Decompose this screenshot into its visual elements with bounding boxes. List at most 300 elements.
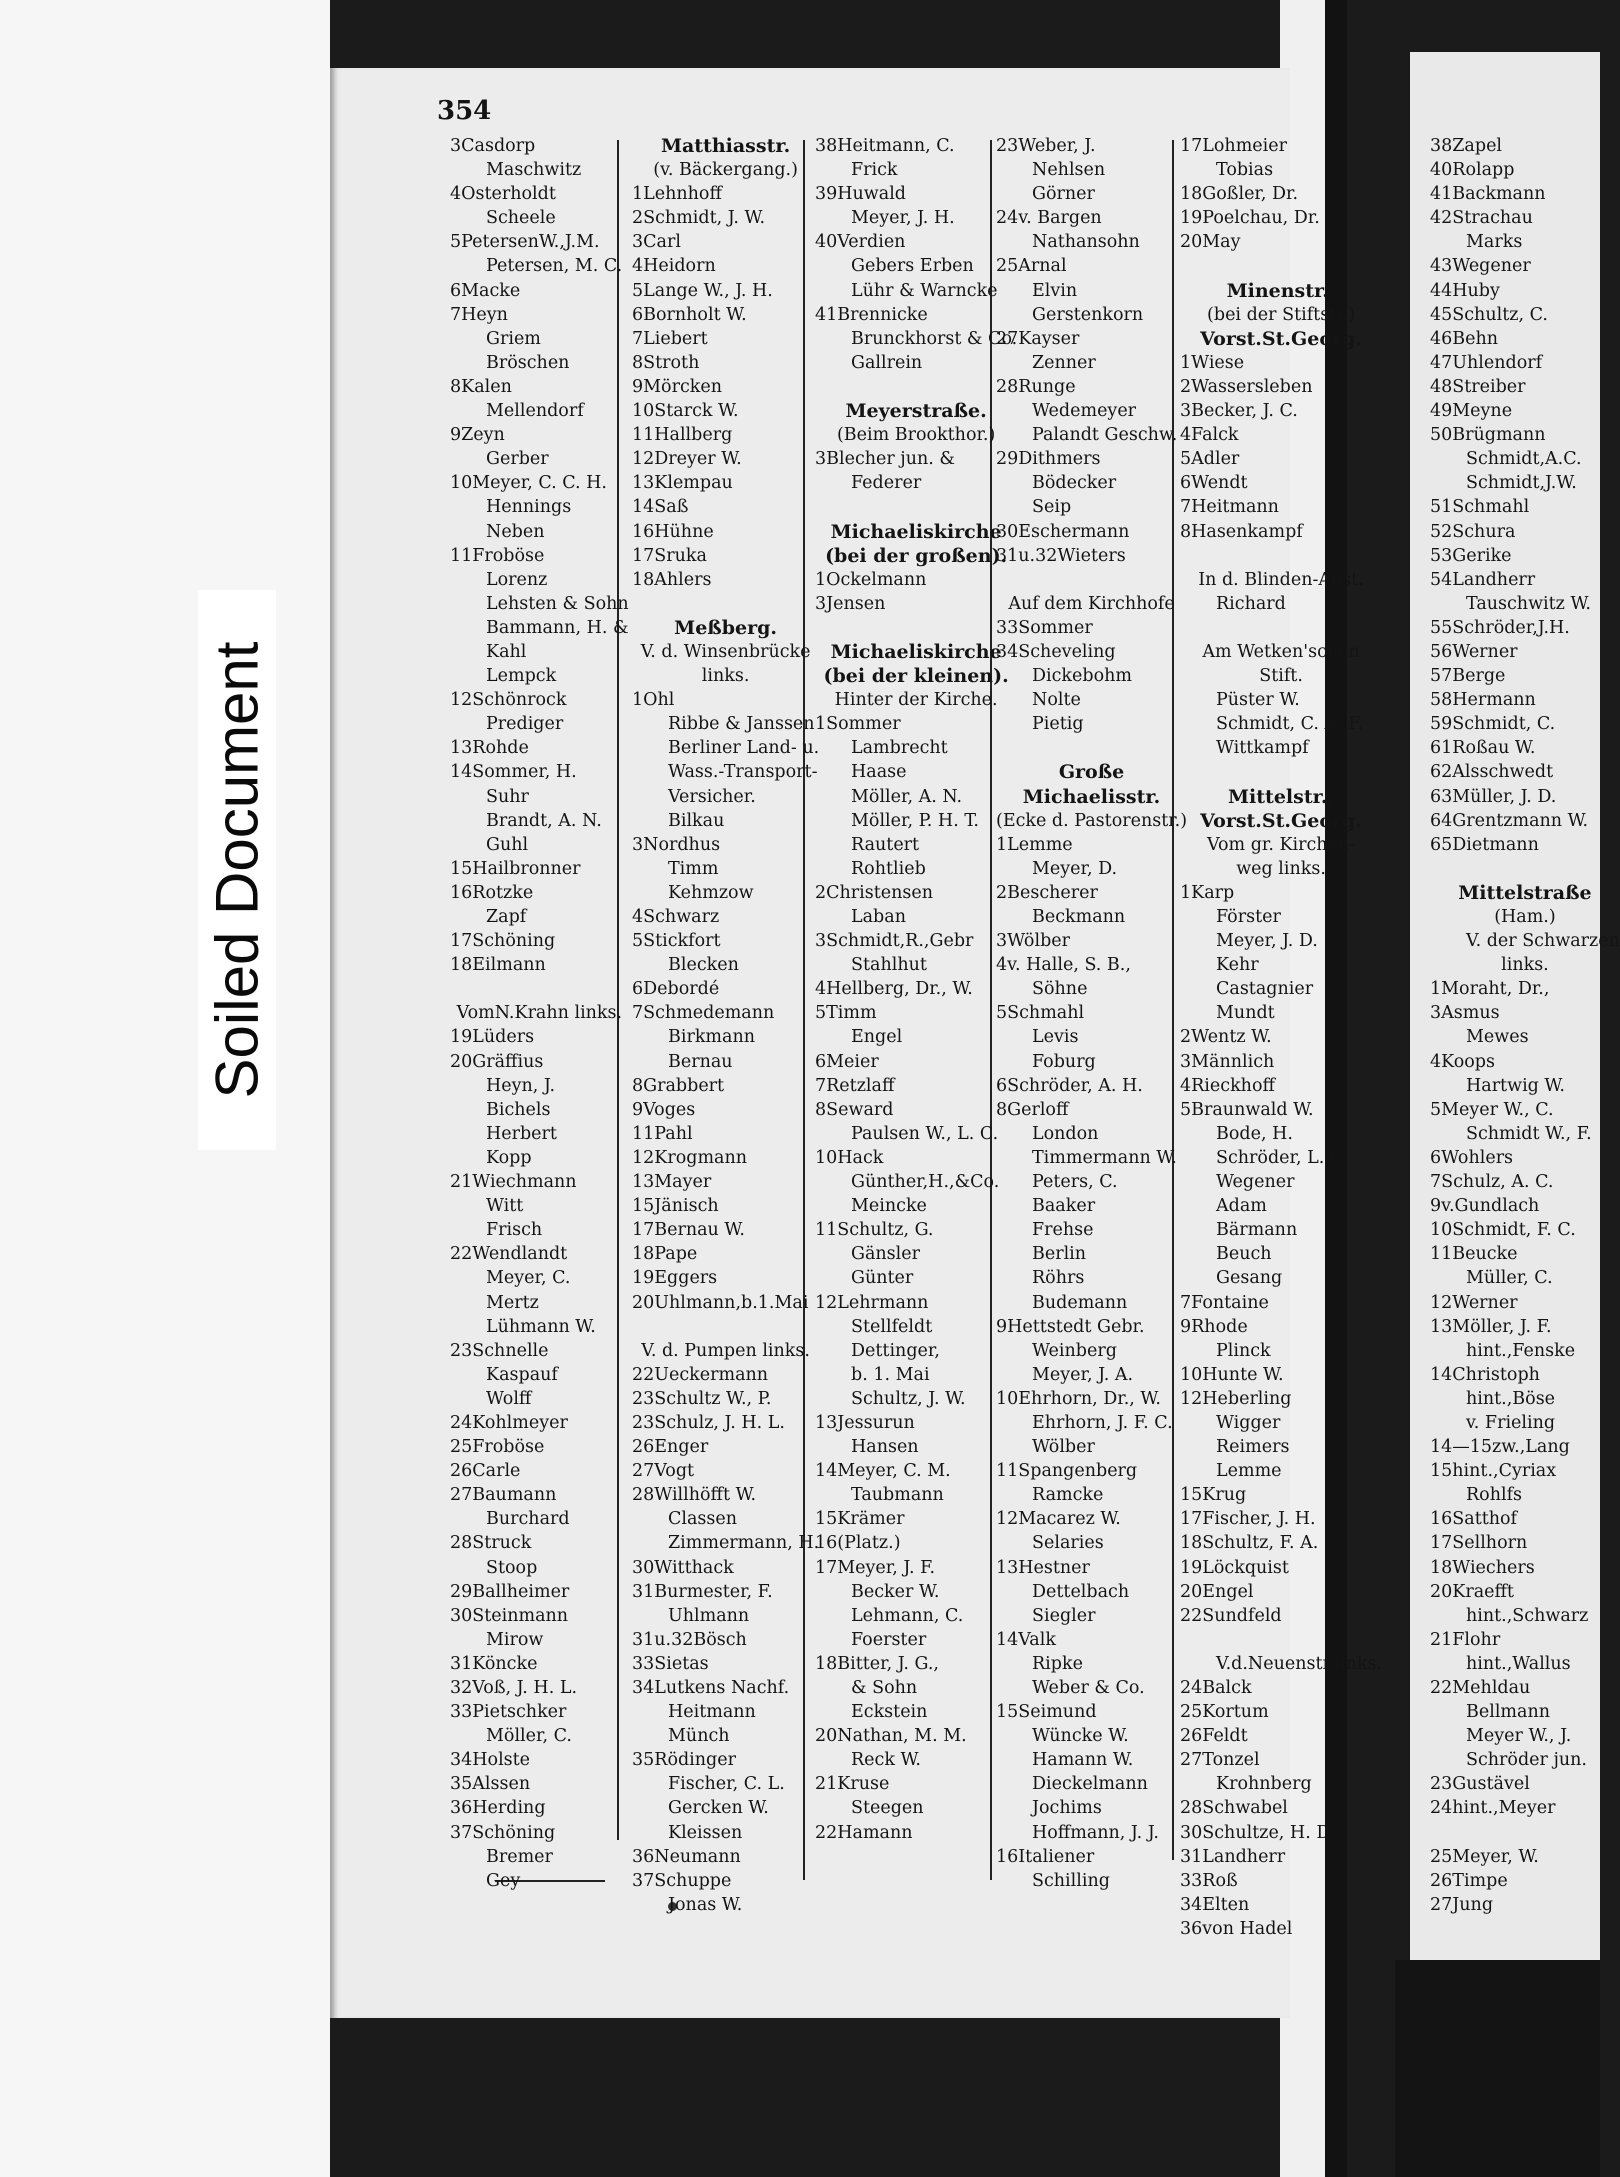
directory-entry: 22Wendlandt [450, 1244, 568, 1265]
directory-entry: Meßberg. [674, 616, 778, 639]
directory-entry: 13Hestner [996, 1557, 1090, 1578]
directory-entry: 42Strachau [1430, 208, 1533, 229]
scan-dark-band [1395, 1960, 1600, 2177]
directory-entry: Möller, A. N. [851, 786, 963, 807]
directory-entry: Hoffmann, J. J. [1032, 1822, 1159, 1843]
directory-entry: Plinck [1216, 1340, 1271, 1361]
directory-entry: hint.,Schwarz [1466, 1605, 1589, 1626]
directory-entry: 26Enger [632, 1437, 709, 1458]
directory-entry: Matthiasstr. [660, 135, 791, 157]
directory-entry: 33Roß [1180, 1870, 1238, 1891]
directory-entry: 38Heitmann, C. [815, 136, 955, 156]
directory-entry: 32Voß, J. H. L. [450, 1678, 578, 1698]
directory-entry [450, 977, 629, 1001]
directory-entry: Baaker [1032, 1196, 1096, 1217]
directory-entry: 18Bitter, J. G., [815, 1653, 939, 1674]
directory-entry: Haase [851, 762, 907, 783]
directory-entry: Minenstr., [1226, 279, 1336, 302]
directory-entry: 9v.Gundlach [1430, 1196, 1540, 1217]
directory-entry: 11Froböse [450, 545, 545, 566]
directory-entry: 14Sommer, H. [450, 762, 577, 783]
directory-entry: Vorst.St.Georg. [1200, 327, 1362, 350]
directory-entry: Stoop [486, 1557, 538, 1578]
directory-entry: 56Werner [1430, 641, 1518, 662]
directory-entry: Nehlsen [1032, 160, 1106, 181]
directory-entry: Görner [1032, 184, 1095, 205]
directory-entry: 3Jensen [815, 593, 886, 614]
directory-entry: 58Hermann [1430, 690, 1536, 711]
directory-entry: Püster W. [1216, 690, 1300, 711]
directory-entry: Meyer, D. [1032, 858, 1118, 879]
directory-entry: London [1032, 1123, 1099, 1144]
directory-entry: Zapf [486, 907, 527, 927]
directory-entry: 5Stickfort [632, 931, 721, 952]
directory-entry: Tobias [1216, 160, 1274, 181]
directory-entry: 4Heidorn [632, 256, 716, 277]
directory-entry: 3Asmus [1430, 1003, 1500, 1024]
directory-entry: Budemann [1032, 1292, 1128, 1313]
directory-entry: 4Hellberg, Dr., W. [815, 979, 973, 1000]
directory-entry: Schmidt W., F. [1466, 1123, 1592, 1144]
directory-entry: Elvin [1032, 280, 1078, 301]
directory-entry: 50Brügmann [1430, 425, 1546, 446]
directory-entry: Versicher. [668, 786, 756, 807]
directory-entry [815, 616, 1017, 640]
directory-entry: 28Runge [996, 376, 1076, 397]
directory-entry: Kehmzow [668, 882, 754, 903]
directory-entry: 12Lehrmann [815, 1292, 929, 1313]
directory-entry: Timmermann W. [1032, 1147, 1177, 1168]
directory-entry: Beckmann [1032, 907, 1126, 927]
directory-entry [1430, 1821, 1620, 1845]
directory-entry: Wittkampf [1216, 738, 1309, 759]
directory-entry: Möller, P. H. T. [851, 810, 979, 831]
directory-entry: 26Feldt [1180, 1726, 1248, 1747]
directory-entry: 65Dietmann [1430, 834, 1539, 855]
directory-entry: 14Valk [996, 1629, 1056, 1650]
directory-entry: 16(Platz.) [815, 1533, 901, 1554]
directory-entry: 1Lemme [996, 834, 1073, 855]
directory-entry: Kleissen [668, 1822, 743, 1843]
directory-entry: Bellmann [1466, 1702, 1550, 1723]
directory-entry: Schröder, L. C. [1216, 1147, 1349, 1168]
directory-entry: Große [1058, 761, 1125, 784]
directory-entry: Fischer, C. L. [668, 1774, 785, 1795]
directory-entry: v. Frieling [1466, 1412, 1556, 1433]
directory-entry: (Beim Brookthor.) [836, 425, 996, 446]
directory-entry: Nathansohn [1032, 232, 1140, 253]
directory-entry: 1Karp [1180, 882, 1235, 903]
directory-entry: 3Carl [632, 232, 681, 253]
directory-entry: Maschwitz [486, 160, 582, 181]
directory-entry: Gebers Erben [851, 256, 974, 277]
directory-entry: Mittelstr., [1228, 785, 1335, 808]
directory-entry [1180, 760, 1382, 784]
directory-entry: Vorst.St.Georg. [1200, 809, 1362, 832]
directory-entry: Zimmermann, H. [668, 1533, 820, 1554]
directory-entry: 39Huwald [815, 184, 907, 205]
directory-entry [1180, 544, 1382, 568]
directory-entry: Heitmann [668, 1702, 756, 1723]
directory-entry: 15hint.,Cyriax [1430, 1461, 1557, 1482]
directory-entry: Lehmann, C. [851, 1605, 964, 1626]
directory-entry: 18Goßler, Dr. [1180, 184, 1299, 205]
directory-entry: (bei der großen). [825, 544, 1008, 567]
directory-entry: Lühr & Warncke [851, 280, 998, 301]
directory-entry: 27Kayser [996, 328, 1080, 349]
directory-entry: Laban [851, 907, 906, 927]
directory-entry: 22Mehldau [1430, 1678, 1531, 1698]
directory-entry: 1Wiese [1180, 352, 1245, 373]
directory-entry: Dettinger, [851, 1340, 940, 1361]
directory-entry: Hartwig W. [1466, 1075, 1565, 1096]
directory-entry: 12Werner [1430, 1292, 1518, 1313]
directory-entry: 22Sundfeld [1180, 1605, 1282, 1626]
directory-entry: 31Burmester, F. [632, 1581, 773, 1602]
directory-entry: Blecken [668, 955, 739, 976]
directory-entry: Suhr [486, 786, 529, 807]
directory-entry: (v. Bäckergang.) [653, 160, 798, 181]
directory-entry: 15Jänisch [632, 1196, 719, 1217]
directory-entry: 18Wiechers [1430, 1557, 1535, 1578]
directory-entry: Selaries [1032, 1533, 1104, 1554]
directory-entry: Wolff [486, 1388, 532, 1409]
directory-entry [815, 495, 1017, 519]
directory-entry: 23Gustävel [1430, 1774, 1530, 1795]
directory-entry: 21Wiechmann [450, 1172, 577, 1193]
directory-entry: 16Satthof [1430, 1509, 1518, 1530]
directory-entry: Petersen, M. C. [486, 256, 623, 277]
directory-entry: Federer [851, 473, 922, 494]
directory-entry: 23Schnelle [450, 1340, 549, 1361]
directory-entry [632, 1315, 819, 1339]
directory-entry: Wölber [1032, 1437, 1095, 1458]
directory-entry: Brunckhorst & Co. [851, 328, 1018, 349]
directory-entry: 3Blecher jun. & [815, 449, 955, 470]
directory-entry: Kopp [486, 1147, 532, 1168]
directory-entry: 46Behn [1430, 328, 1499, 349]
directory-entry: 6Meier [815, 1051, 879, 1072]
directory-entry: Krohnberg [1216, 1774, 1312, 1795]
directory-entry: Steegen [851, 1798, 924, 1819]
directory-entry: Burchard [486, 1509, 570, 1530]
directory-entry: 19Poelchau, Dr. [1180, 208, 1320, 229]
directory-entry: 49Meyne [1430, 401, 1513, 422]
directory-entry: Mirow [486, 1629, 544, 1650]
directory-entry: Lempck [486, 666, 557, 687]
directory-entry: VomN.Krahn links. [456, 1003, 623, 1024]
directory-entry: 33Pietschker [450, 1702, 567, 1723]
directory-entry: 19Lüders [450, 1027, 535, 1048]
directory-entry: Mewes [1466, 1027, 1529, 1048]
directory-entry: (Ecke d. Pastorenstr.) [996, 810, 1188, 831]
directory-column [1430, 134, 1620, 1917]
directory-entry: 7Schulz, A. C. [1430, 1172, 1554, 1193]
directory-entry: Ripke [1032, 1653, 1083, 1674]
directory-entry: 7Heyn [450, 304, 508, 325]
directory-entry: 26Timpe [1430, 1870, 1508, 1891]
directory-entry: 47Uhlendorf [1430, 352, 1543, 373]
directory-entry: Foburg [1032, 1051, 1096, 1072]
directory-entry: Griem [486, 328, 541, 349]
directory-entry: 51Schmahl [1430, 497, 1530, 518]
directory-entry: Paulsen W., L. C. [851, 1123, 999, 1144]
directory-entry: Witt [486, 1196, 524, 1217]
directory-entry: Meyerstraße. [845, 400, 987, 423]
directory-entry: Wegener [1216, 1172, 1295, 1193]
directory-entry: Engel [851, 1027, 903, 1048]
directory-entry: 20Engel [1180, 1581, 1254, 1602]
directory-entry: 14Christoph [1430, 1364, 1540, 1385]
directory-entry: Bichels [486, 1099, 551, 1120]
directory-entry: Wedemeyer [1032, 401, 1137, 422]
directory-entry: Dieckelmann [1032, 1774, 1148, 1795]
directory-entry: Brandt, A. N. [486, 810, 602, 831]
directory-entry: 53Gerike [1430, 545, 1512, 566]
directory-entry: 12Schönrock [450, 690, 567, 711]
directory-entry: 4Schwarz [632, 907, 720, 927]
directory-entry: b. 1. Mai [851, 1364, 930, 1385]
directory-entry: 29Dithmers [996, 449, 1101, 470]
directory-entry: Vom gr. Kirchen- [1206, 834, 1356, 855]
directory-entry: 27Vogt [632, 1461, 695, 1482]
directory-entry: 1Ockelmann [815, 569, 927, 590]
directory-entry: 17Sruka [632, 545, 707, 566]
directory-entry: (Ham.) [1494, 907, 1556, 927]
directory-entry: Gesang [1216, 1268, 1283, 1289]
directory-entry: Scheele [486, 208, 556, 229]
directory-entry: Eckstein [851, 1702, 928, 1723]
directory-entry: 17Schöning [450, 931, 556, 952]
directory-entry: 13Mayer [632, 1172, 712, 1193]
directory-entry: Stellfeldt [851, 1316, 933, 1337]
directory-entry: Mundt [1216, 1003, 1275, 1024]
directory-entry: 9Mörcken [632, 376, 722, 397]
directory-entry: 6Debordé [632, 979, 720, 1000]
directory-entry: links. [701, 666, 750, 687]
directory-entry: Wigger [1216, 1412, 1281, 1433]
directory-entry: Schmidt,J.W. [1466, 473, 1577, 494]
directory-entry: Palandt Geschw. [1032, 425, 1178, 446]
directory-entry: 3Casdorp [450, 136, 536, 156]
directory-entry: 10Meyer, C. C. H. [450, 473, 607, 494]
directory-entry: Taubmann [851, 1485, 944, 1506]
directory-entry: Beuch [1216, 1244, 1272, 1265]
directory-entry [1430, 857, 1620, 881]
directory-entry: 25Kortum [1180, 1702, 1269, 1723]
directory-entry: 16Hühne [632, 521, 714, 542]
directory-entry: 64Grentzmann W. [1430, 810, 1589, 831]
directory-entry: 5PetersenW.,J.M. [450, 232, 600, 253]
directory-entry: Müller, C. [1466, 1268, 1553, 1289]
directory-entry: Gey [486, 1870, 521, 1891]
directory-entry: 1Ohl [632, 690, 675, 711]
directory-entry: 14—15zw.,Lang [1430, 1437, 1570, 1458]
directory-entry: Gerber [486, 449, 549, 470]
directory-entry: 4v. Halle, S. B., [996, 955, 1131, 976]
directory-entry: 54Landherr [1430, 569, 1536, 590]
directory-entry: Neben [486, 521, 545, 542]
directory-entry: Siegler [1032, 1605, 1096, 1626]
directory-entry: Röhrs [1032, 1268, 1085, 1289]
directory-entry: 10Ehrhorn, Dr., W. [996, 1388, 1161, 1409]
directory-entry: Gerstenkorn [1032, 304, 1144, 325]
directory-entry: 35Alssen [450, 1774, 531, 1795]
directory-entry: Heyn, J. [486, 1075, 556, 1096]
directory-entry: 28Struck [450, 1533, 532, 1554]
directory-entry: Nolte [1032, 690, 1081, 711]
directory-entry: Meyer, C. [486, 1268, 571, 1289]
directory-entry: (bei der kleinen). [823, 665, 1009, 688]
directory-entry: Wüncke W. [1032, 1726, 1129, 1747]
directory-entry: V. d. Winsenbrücke [640, 641, 811, 662]
directory-entry: Stahlhut [851, 955, 927, 976]
directory-entry: Hamann W. [1032, 1750, 1134, 1771]
directory-entry: 23Schultz W., P. [632, 1388, 772, 1409]
directory-entry: Peters, C. [1032, 1172, 1118, 1193]
directory-entry: 10Hunte W. [1180, 1364, 1284, 1385]
directory-entry: Wass.-Transport- [668, 762, 818, 783]
directory-entry: Rohtlieb [851, 858, 926, 879]
directory-entry: Kaspauf [486, 1364, 558, 1385]
directory-entry: 2Christensen [815, 882, 934, 903]
directory-entry: Dickebohm [1032, 666, 1132, 687]
directory-entry: Frisch [486, 1220, 543, 1241]
directory-entry: Michaelisstr. [1022, 785, 1161, 808]
directory-entry: Söhne [1032, 979, 1088, 1000]
directory-entry: links. [1501, 955, 1549, 976]
directory-entry: Bremer [486, 1846, 553, 1867]
directory-entry: 17Sellhorn [1430, 1533, 1528, 1554]
directory-entry: 14Meyer, C. M. [815, 1461, 951, 1482]
directory-entry: 12Heberling [1180, 1388, 1292, 1409]
directory-entry: 10Hack [815, 1147, 884, 1168]
directory-entry: Bernau [668, 1051, 733, 1072]
directory-entry: 13Klempau [632, 473, 733, 494]
directory-entry: Reck W. [851, 1750, 921, 1771]
directory-entry: 40Verdien [815, 232, 906, 253]
directory-entry: 4Falck [1180, 425, 1239, 446]
directory-entry: 33Sietas [632, 1653, 709, 1674]
directory-entry: 63Müller, J. D. [1430, 786, 1557, 807]
directory-entry: 22Hamann [815, 1822, 913, 1843]
directory-entry: 41Backmann [1430, 184, 1546, 205]
directory-entry: 1Moraht, Dr., [1430, 979, 1550, 1000]
directory-entry: hint.,Wallus [1466, 1653, 1571, 1674]
directory-entry: 9Voges [632, 1099, 696, 1120]
directory-entry: Becker W. [851, 1581, 940, 1602]
directory-entry: 18Pape [632, 1244, 698, 1265]
directory-entry: 20Gräffius [450, 1051, 544, 1072]
directory-entry: 20Kraefft [1430, 1581, 1514, 1602]
directory-entry: 18Schultz, F. A. [1180, 1533, 1319, 1554]
directory-entry: 12Krogmann [632, 1147, 748, 1168]
directory-entry: 34Elten [1180, 1894, 1250, 1915]
directory-entry: 3Schmidt,R.,Gebr [815, 931, 974, 952]
directory-entry: 24v. Bargen [996, 208, 1102, 229]
directory-entry: 5Schmahl [996, 1003, 1085, 1024]
directory-entry: Meincke [851, 1196, 927, 1217]
directory-entry: 27Baumann [450, 1485, 557, 1506]
directory-entry: Marks [1466, 232, 1523, 253]
directory-entry: 23Schulz, J. H. L. [632, 1412, 785, 1433]
directory-entry: Dettelbach [1032, 1581, 1130, 1602]
directory-entry: In d. Blinden-Anst. [1198, 569, 1364, 590]
directory-entry: 2Wentz W. [1180, 1027, 1272, 1048]
directory-entry: weg links. [1236, 858, 1326, 879]
directory-entry: Günter [851, 1268, 914, 1289]
directory-entry: 17Fischer, J. H. [1180, 1509, 1316, 1530]
directory-entry: 30Schultze, H. D. [1180, 1822, 1336, 1843]
directory-entry: Schmidt, C. A. F. [1216, 714, 1364, 735]
directory-entry: Mertz [486, 1292, 539, 1313]
directory-entry: Rohlfs [1466, 1485, 1523, 1506]
directory-entry: 41Brennicke [815, 304, 928, 325]
directory-entry: 5Meyer W., C. [1430, 1099, 1554, 1120]
directory-entry: Bammann, H. & [486, 617, 629, 638]
directory-entry: Hinter der Kirche. [834, 690, 998, 711]
directory-entry: 20Nathan, M. M. [815, 1726, 967, 1747]
directory-entry: 26Carle [450, 1461, 521, 1482]
directory-entry: 13Rohde [450, 738, 529, 759]
directory-entry: 13Möller, J. F. [1430, 1316, 1552, 1337]
soiled-document-label [198, 590, 276, 1150]
directory-entry: Bilkau [668, 810, 725, 831]
directory-entry: 5Timm [815, 1003, 877, 1024]
directory-entry: Lambrecht [851, 738, 948, 759]
directory-entry [996, 568, 1187, 592]
directory-entry: 52Schura [1430, 521, 1516, 542]
directory-entry: Am Wetken'schen [1202, 641, 1360, 662]
directory-entry: 28Schwabel [1180, 1798, 1288, 1819]
directory-entry: 5Braunwald W. [1180, 1099, 1314, 1120]
directory-entry: 10Starck W. [632, 401, 739, 422]
directory-entry: 31u.32Bösch [632, 1629, 747, 1650]
directory-entry: 11Schultz, G. [815, 1220, 934, 1241]
directory-entry: 11Spangenberg [996, 1461, 1138, 1482]
directory-entry: hint.,Böse [1466, 1388, 1556, 1409]
directory-entry: Kahl [486, 641, 527, 662]
directory-entry: Bärmann [1216, 1220, 1298, 1241]
directory-entry: 6Wohlers [1430, 1147, 1514, 1168]
directory-entry: 43Wegener [1430, 256, 1531, 277]
directory-entry: Kehr [1216, 955, 1259, 976]
directory-entry: Jochims [1032, 1798, 1102, 1819]
directory-entry: Günther,H.,&Co. [851, 1172, 1000, 1193]
directory-entry: 6Bornholt W. [632, 304, 747, 325]
directory-entry: 29Ballheimer [450, 1581, 570, 1602]
directory-column [996, 134, 1187, 1893]
directory-entry: 18Ahlers [632, 569, 712, 590]
directory-entry: Frick [851, 160, 898, 181]
directory-entry: Michaeliskirche [830, 520, 1002, 543]
directory-entry: Bröschen [486, 352, 570, 373]
directory-entry: Schultz, J. W. [851, 1388, 966, 1409]
directory-entry: 4Koops [1430, 1051, 1495, 1072]
directory-entry: 30Steinmann [450, 1605, 569, 1626]
directory-entry: 19Löckquist [1180, 1557, 1289, 1578]
directory-entry: Schmidt,A.C. [1466, 449, 1582, 470]
directory-entry: 7Liebert [632, 328, 708, 349]
directory-entry: 7Fontaine [1180, 1292, 1269, 1313]
directory-entry: 11Hallberg [632, 425, 733, 446]
directory-entry: Lorenz [486, 569, 548, 590]
directory-entry: 37Schuppe [632, 1870, 732, 1891]
directory-entry: Stift. [1259, 666, 1303, 687]
directory-entry: 34Scheveling [996, 641, 1116, 662]
directory-entry: Auf dem Kirchhofe [1008, 593, 1175, 614]
directory-entry: V. d. Pumpen links. [641, 1340, 810, 1361]
